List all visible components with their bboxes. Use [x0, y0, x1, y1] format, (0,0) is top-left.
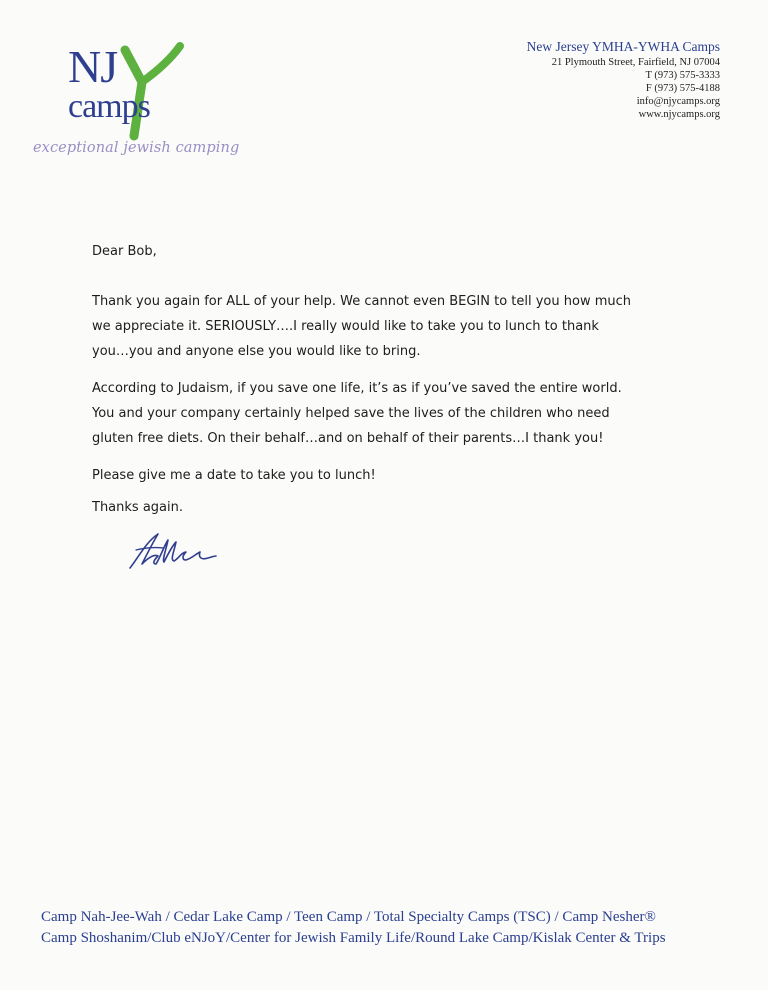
closing: Thanks again.	[92, 500, 183, 515]
paragraph-line: Please give me a date to take you to lunch!	[92, 468, 376, 483]
paragraph-line: gluten free diets. On their behalf…and on behalf of their parents…I thank you!	[92, 431, 604, 446]
paragraph-thanks	[92, 289, 692, 364]
paragraph-line: According to Judaism, if you save one life, it’s as if you’ve saved the entire world.	[92, 381, 622, 396]
paragraph-line: Thank you again for ALL of your help. We cannot even BEGIN to tell you how much	[92, 294, 631, 309]
address-block	[527, 39, 720, 121]
paragraph-lunch	[92, 463, 692, 488]
footer-line-1: Camp Nah-Jee-Wah / Cedar Lake Camp / Teen Camp / Total Specialty Camps (TSC) / Camp Nesher®	[41, 909, 656, 925]
njy-camps-logo-graphic	[30, 40, 230, 150]
fax-number: F (973) 575-4188	[645, 83, 720, 94]
salutation: Dear Bob,	[92, 244, 157, 259]
logo-tagline: exceptional jewish camping	[33, 140, 240, 156]
handwritten-signature	[124, 528, 234, 578]
logo-camps-text: camps	[68, 88, 150, 125]
footer-camp-list	[41, 907, 741, 949]
logo-nj-text: NJ	[68, 41, 118, 92]
paragraph-line: You and your company certainly helped save the lives of the children who need	[92, 406, 610, 421]
paragraph-judaism	[92, 376, 692, 451]
paragraph-line: we appreciate it. SERIOUSLY….I really would like to take you to lunch to thank	[92, 319, 599, 334]
signature-stroke	[130, 534, 216, 568]
footer-line-2: Camp Shoshanim/Club eNJoY/Center for Jewish Family Life/Round Lake Camp/Kislak Center & Trips	[41, 930, 666, 946]
signature-graphic	[124, 528, 234, 578]
letter-body	[92, 244, 692, 515]
logo-y-stroke-right	[142, 46, 180, 82]
email-address[interactable]: info@njycamps.org	[636, 96, 720, 107]
phone-number: T (973) 575-3333	[645, 70, 720, 81]
paragraph-line: you…you and anyone else you would like to bring.	[92, 344, 421, 359]
street-address: 21 Plymouth Street, Fairfield, NJ 07004	[551, 57, 720, 68]
website-address[interactable]: www.njycamps.org	[638, 109, 720, 120]
organization-name: New Jersey YMHA-YWHA Camps	[526, 39, 720, 54]
